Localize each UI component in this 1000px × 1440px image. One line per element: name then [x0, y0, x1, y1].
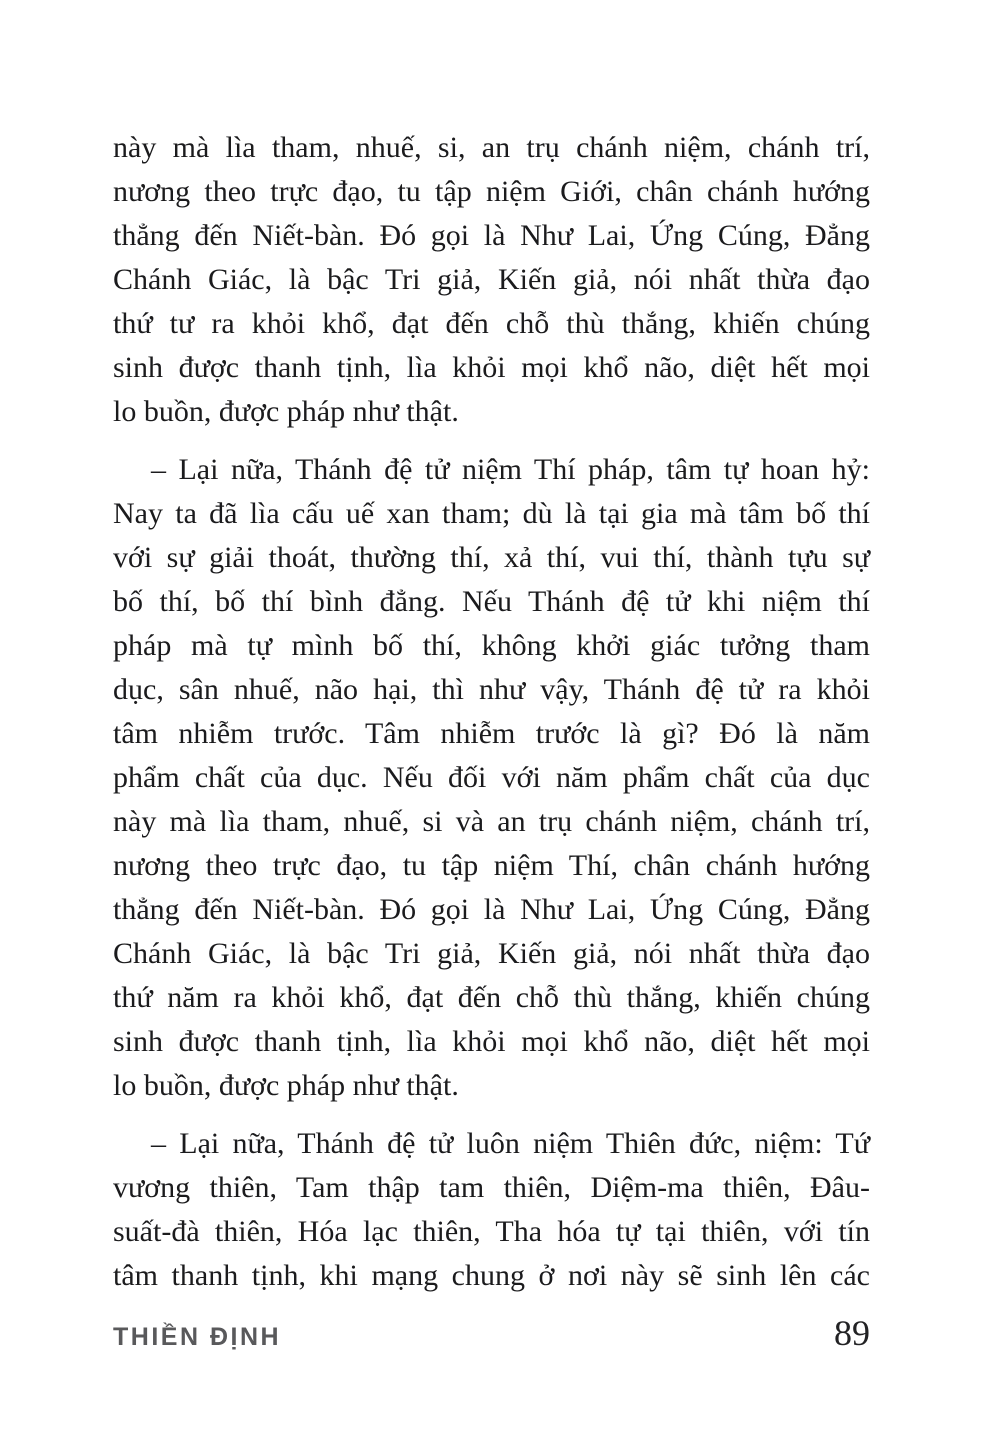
text-line: – Lại nữa, Thánh đệ tử luôn niệm Thiên đức, niệm: Tứ: [151, 1127, 870, 1160]
text-line: – Lại nữa, Thánh đệ tử niệm Thí pháp, tâm tự hoan hỷ:: [151, 453, 870, 486]
text-line: lo buồn, được pháp như thật.: [113, 395, 459, 428]
text-line: Chánh Giác, là bậc Tri giả, Kiến giả, nói nhất thừa đạo: [113, 937, 870, 970]
text-line: vương thiên, Tam thập tam thiên, Diệm-ma thiên, Đâu-: [113, 1171, 870, 1204]
text-line: tâm thanh tịnh, khi mạng chung ở nơi này sẽ sinh lên các: [113, 1259, 870, 1292]
paragraph: [113, 126, 870, 434]
text-line: nương theo trực đạo, tu tập niệm Thí, chân chánh hướng: [113, 849, 870, 882]
text-line: bố thí, bố thí bình đẳng. Nếu Thánh đệ tử khi niệm thí: [113, 585, 870, 618]
page-footer: [113, 1312, 870, 1354]
paragraph: [113, 1122, 870, 1298]
text-line: Nay ta đã lìa cấu uế xan tham; dù là tại gia mà tâm bố thí: [113, 497, 870, 530]
text-line: này mà lìa tham, nhuế, si, an trụ chánh niệm, chánh trí,: [113, 131, 870, 164]
text-line: tâm nhiễm trước. Tâm nhiễm trước là gì? Đó là năm: [113, 717, 870, 750]
text-line: nương theo trực đạo, tu tập niệm Giới, chân chánh hướng: [113, 175, 870, 208]
text-line: dục, sân nhuế, não hại, thì như vậy, Thánh đệ tử ra khỏi: [113, 673, 870, 706]
body-text: [113, 126, 870, 1298]
text-line: phẩm chất của dục. Nếu đối với năm phẩm chất của dục: [113, 761, 870, 794]
text-line: với sự giải thoát, thường thí, xả thí, vui thí, thành tựu sự: [113, 541, 870, 574]
text-line: thứ tư ra khỏi khổ, đạt đến chỗ thù thắng, khiến chúng: [113, 307, 870, 340]
text-line: suất-đà thiên, Hóa lạc thiên, Tha hóa tự tại thiên, với tín: [113, 1215, 870, 1248]
text-line: pháp mà tự mình bố thí, không khởi giác tưởng tham: [113, 629, 870, 662]
text-line: Chánh Giác, là bậc Tri giả, Kiến giả, nói nhất thừa đạo: [113, 263, 870, 296]
text-line: sinh được thanh tịnh, lìa khỏi mọi khổ não, diệt hết mọi: [113, 351, 870, 384]
text-line: thẳng đến Niết-bàn. Đó gọi là Như Lai, Ứng Cúng, Đẳng: [113, 219, 870, 252]
text-line: sinh được thanh tịnh, lìa khỏi mọi khổ não, diệt hết mọi: [113, 1025, 870, 1058]
text-line: thứ năm ra khỏi khổ, đạt đến chỗ thù thắng, khiến chúng: [113, 981, 870, 1014]
paragraph: [113, 448, 870, 1108]
running-title: THIỀN ĐỊNH: [113, 1323, 282, 1351]
text-line: thẳng đến Niết-bàn. Đó gọi là Như Lai, Ứng Cúng, Đẳng: [113, 893, 870, 926]
page-number: 89: [834, 1313, 870, 1353]
text-line: lo buồn, được pháp như thật.: [113, 1069, 459, 1102]
text-line: này mà lìa tham, nhuế, si và an trụ chánh niệm, chánh trí,: [113, 805, 870, 838]
